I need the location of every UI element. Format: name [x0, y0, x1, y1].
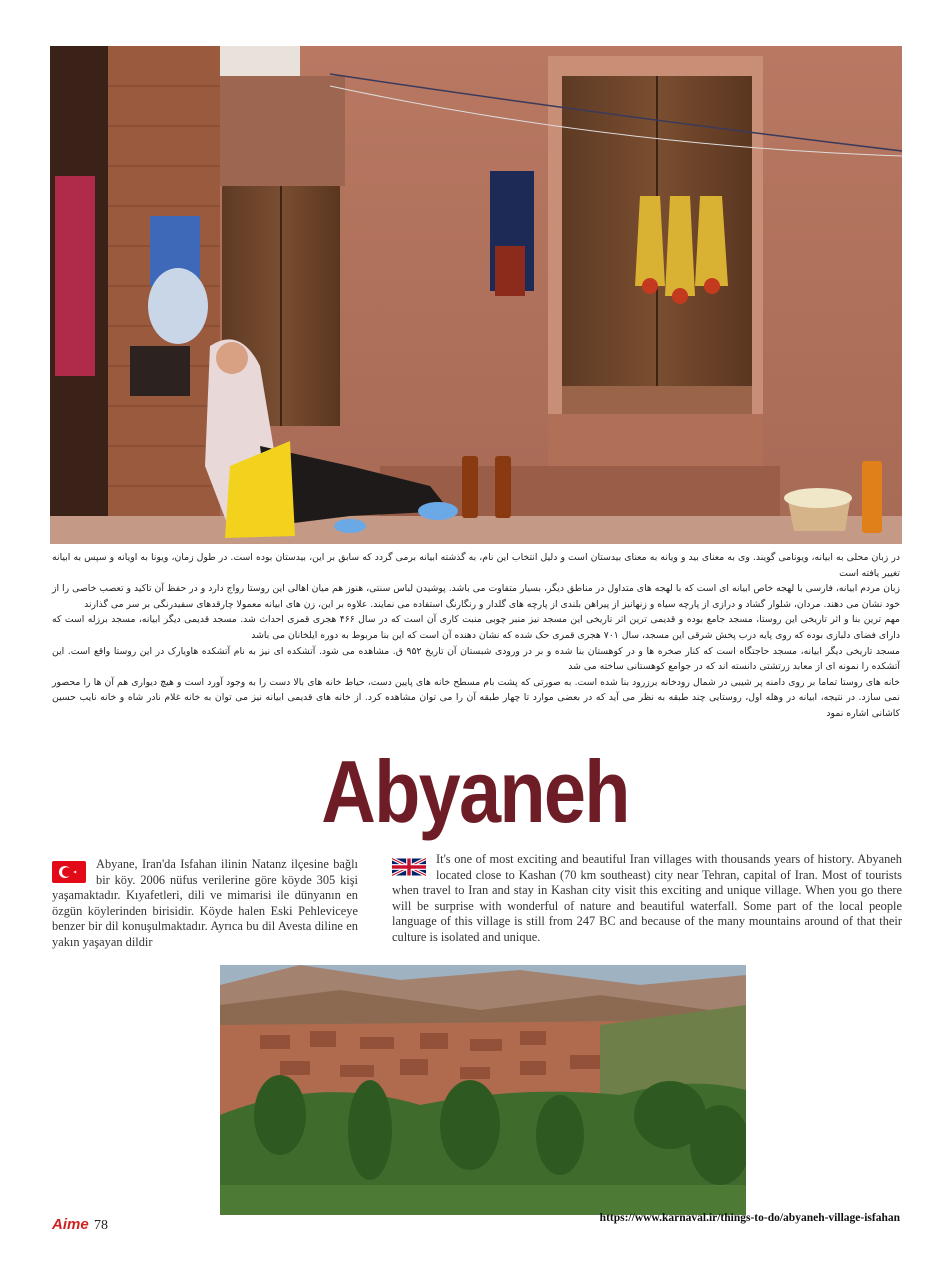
village-wall-illustration — [50, 46, 902, 544]
magazine-logo: Aime — [52, 1216, 89, 1233]
page-number: 78 — [94, 1218, 108, 1233]
uk-flag-icon — [392, 856, 426, 878]
persian-paragraph: خانه های روستا تماما بر روی دامنه پر شیبی در شمال رودخانه برزرود بنا شده است. به صورتی که پشت بام مسطح خانه های پایین دست، حیاط خانه های بالا دست را به وجود آورد است و هیچ دیواری هم آن ها را محصور نمی سازد. در نتیجه، ابیانه در وهله اول، روستایی چند طبقه به نظر می آید که در بعضی موارد تا چهار طبقه آن را می توان مشاهده کرد. از خانه های قدیمی ابیانه نیز می توان به خانه غلام نادر شاه و خانه نایب حسین کاشانی اشاره نمود — [52, 676, 900, 719]
persian-paragraph: مهم ترین بنا و اثر تاریخی این روستا، مسجد جامع بوده و قدیمی ترین اثر تاریخی این مسجد نیز منبر چوبی منبت کاری آن است که در سال ۴۶۶ هجری قمری احداث شد. مسجد قدیمی دیگر ابیانه، مسجد برزله است که دارای فضای دلبازی بوده که روی پایه درب پخش شرقی این مسجد، سال ۷۰۱ هجری قمری حک شده که نشان دهنده آن است که این بنا مربوط به دوره ایلخانان می باشد — [52, 614, 901, 641]
page-title: Abyaneh — [321, 742, 629, 841]
english-column — [392, 852, 902, 946]
turkish-column — [52, 857, 358, 951]
persian-text-block — [52, 550, 900, 722]
source-link[interactable]: https://www.karnaval.ir/things-to-do/abyaneh-village-isfahan — [599, 1212, 900, 1224]
turkish-text: Abyane, Iran'da Isfahan ilinin Natanz ilçesine bağlı bir köy. 2006 nüfus verilerine göre köyde 305 kişi yaşamaktadır. Kıyafetleri, dili ve mimarisi ile dünyanın en özgün köylerinden birisidir. Köyde halen Eski Pehleviceye benzer bir dil konuşulmaktadır. Ayrıca bu dil Avesta diline en yakın yaşayan dildir — [52, 857, 358, 949]
persian-paragraph: در زبان محلی به ابیانه، ویونامی گویند. وی به معنای بید و ویانه به معنای بیدستان است و دلیل انتخاب این نام، به گذشته ابیانه برمی گردد که سابق بر این، بیدستان بوده است. در طول زمان، ویونا به اویانه و سپس به ابیانه تغییر یافته است — [52, 552, 900, 579]
persian-paragraph: زبان مردم ابیانه، فارسی با لهجه خاص ابیانه ای است که با لهجه های متداول در مناطق دیگر، بسیار متفاوت می باشد. پوشیدن لباس سنتی، هنوز هم میان اهالی این روستا رواج دارد و در حفظ آن تاکید و تعصب خاصی را از خود نشان می دهند. مردان، شلوار گشاد و درازی از پارچه سیاه و زنهانیز از پیراهن بلندی از پارچه های گلدار و رنگارنگ استفاده می نمایند. علاوه بر این، زن های ابیانه معمولا چارقدهای سفیدرنگی بر سر می گذارند — [52, 583, 900, 610]
english-text: It's one of most exciting and beautiful Iran villages with thousands years of history. Abyaneh located close to Kashan (70 km southeast) city near Tehran, capital of Iran. Most of tourists when travel to Iran and stay in Kashan city visit this exciting and unique village. When you go there will be surprise with wonderful of nature and beautiful waterfall. Some part of the local people language of this village is still from 247 BC and because of the many mountains around of that their culture is isolated and unique. — [392, 852, 902, 944]
village-photo — [220, 965, 746, 1215]
persian-paragraph: مسجد تاریخی دیگر ابیانه، مسجد حاجتگاه است که کنار صخره ها و در کوهستان بنا شده و بر در ورودی شبستان آن تاریخ ۹۵۲ ق. مشاهده می شود. آتشکده ای نیز به نام آتشکده هاویارک در این روستا واقع است. این آتشکده را نمونه ای از معابد زرتشتی دانسته اند که در جوامع کوهستانی ساخته می شد — [52, 645, 900, 673]
turkey-flag-icon — [52, 861, 86, 883]
hero-photo — [50, 46, 902, 544]
village-landscape-illustration — [220, 965, 746, 1215]
